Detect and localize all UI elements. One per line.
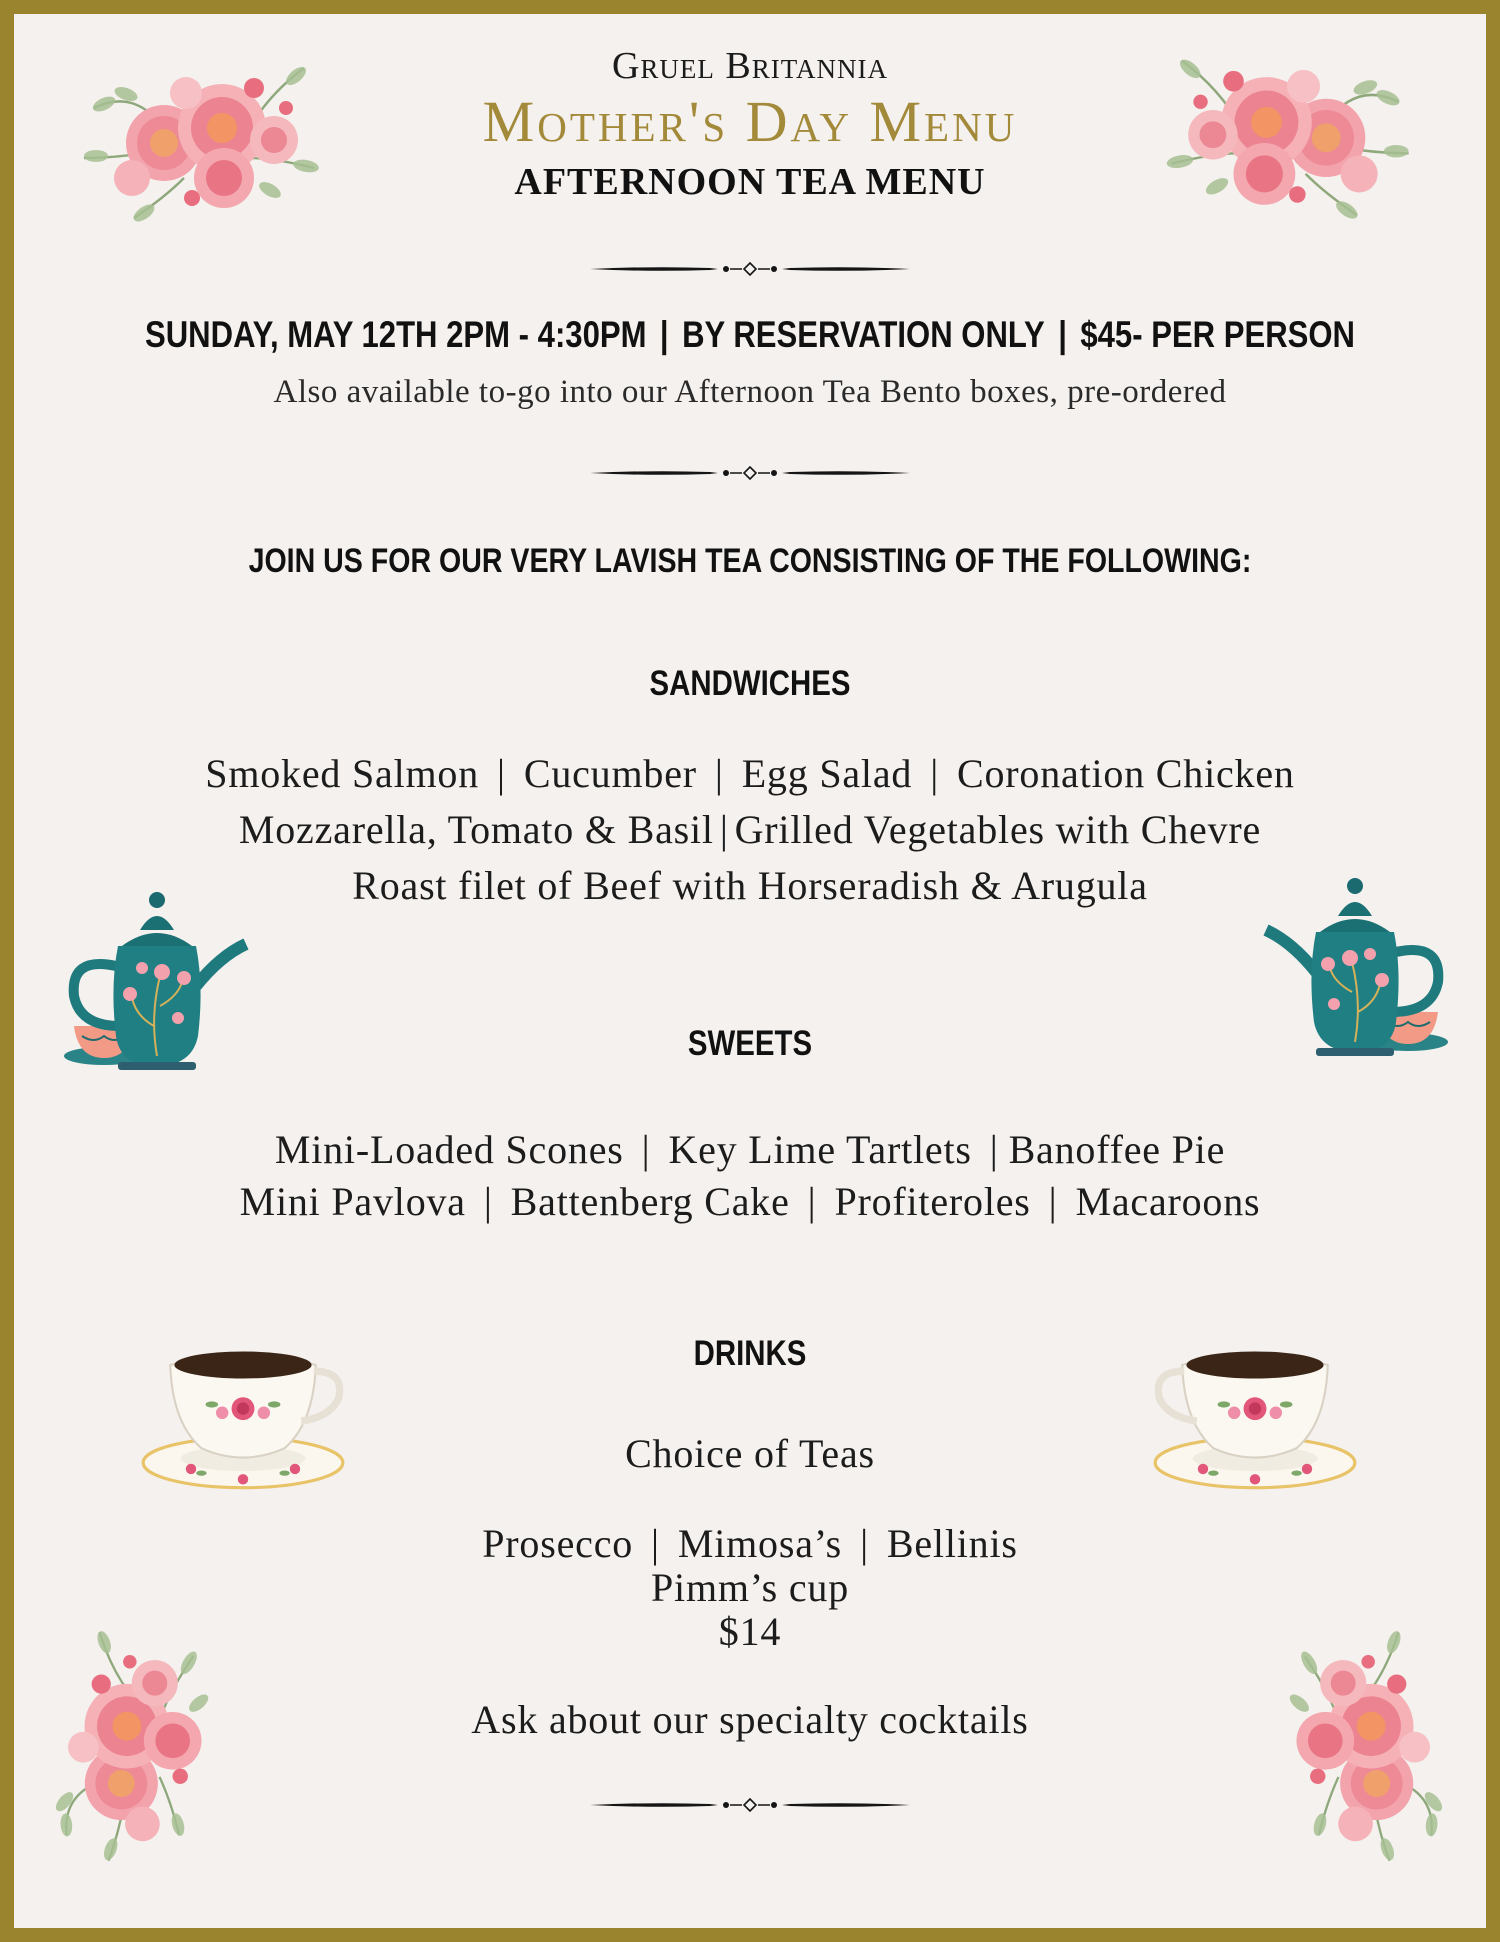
separator: | [651, 1521, 660, 1566]
menu-item: Mozzarella, Tomato & Basil [238, 807, 714, 852]
menu-item: Cucumber [523, 751, 697, 796]
menu-item: Profiteroles [834, 1179, 1031, 1224]
menu-item: Smoked Salmon [205, 751, 480, 796]
specialty-cocktails-note: Ask about our specialty cocktails [471, 1697, 1029, 1742]
separator: | [1058, 314, 1067, 355]
sandwiches-line-1 [14, 750, 1486, 797]
intro-text: JOIN US FOR OUR VERY LAVISH TEA CONSISTING OF THE FOLLOWING: [248, 542, 1252, 580]
drinks-price: $14 [718, 1609, 782, 1654]
menu-item: Mini Pavlova [239, 1179, 466, 1224]
ornamental-divider [590, 262, 910, 276]
menu-item: Mini-Loaded Scones [274, 1127, 624, 1172]
separator: | [497, 751, 506, 796]
separator: | [641, 1127, 651, 1172]
separator: | [807, 1179, 817, 1224]
menu-title: AFTERNOON TEA MENU [514, 161, 986, 203]
ornamental-divider [590, 466, 910, 480]
menu-item: Battenberg Cake [510, 1179, 790, 1224]
menu-item: Macaroons [1075, 1179, 1261, 1224]
menu-item: Bellinis [886, 1521, 1018, 1566]
sweets-line-2 [14, 1178, 1486, 1225]
to-go-note: Also available to-go into our Afternoon Tea Bento boxes, pre-ordered [273, 374, 1227, 410]
separator: | [659, 314, 669, 355]
event-details [132, 314, 1368, 356]
separator: | [714, 751, 724, 796]
menu-page [14, 14, 1486, 1928]
menu-item: Egg Salad [741, 751, 913, 796]
sweets-line-1 [14, 1126, 1486, 1173]
cocktails-line [14, 1520, 1486, 1567]
menu-item: Grilled Vegetables with Chevre [734, 807, 1262, 852]
menu-item: Banoffee Pie [1008, 1127, 1226, 1172]
tea-choice: Choice of Teas [625, 1431, 875, 1476]
separator: | [1048, 1179, 1058, 1224]
menu-item: Mimosa’s [677, 1521, 843, 1566]
ornamental-divider [590, 1798, 910, 1812]
sandwiches-line-3: Roast filet of Beef with Horseradish & Arugula [352, 863, 1148, 908]
separator: | [930, 751, 940, 796]
event-date-time: SUNDAY, MAY 12TH 2PM - 4:30PM [145, 314, 647, 355]
sandwiches-heading: SANDWICHES [649, 664, 851, 703]
occasion-title: Mother's Day Menu [482, 89, 1018, 154]
separator: | [483, 1179, 493, 1224]
separator: | [719, 807, 729, 852]
sweets-heading: SWEETS [687, 1024, 813, 1063]
restaurant-name: Gruel Britannia [611, 45, 889, 87]
pimms-cup: Pimm’s cup [650, 1565, 850, 1610]
menu-item: Coronation Chicken [957, 751, 1295, 796]
menu-item: Key Lime Tartlets [668, 1127, 972, 1172]
drinks-heading: DRINKS [693, 1334, 807, 1373]
price-per-person: $45- PER PERSON [1080, 314, 1355, 355]
separator: | [860, 1521, 869, 1566]
sandwiches-line-2 [14, 806, 1486, 853]
reservation-note: BY RESERVATION ONLY [682, 314, 1045, 355]
separator: | [989, 1127, 999, 1172]
menu-item: Prosecco [482, 1521, 634, 1566]
